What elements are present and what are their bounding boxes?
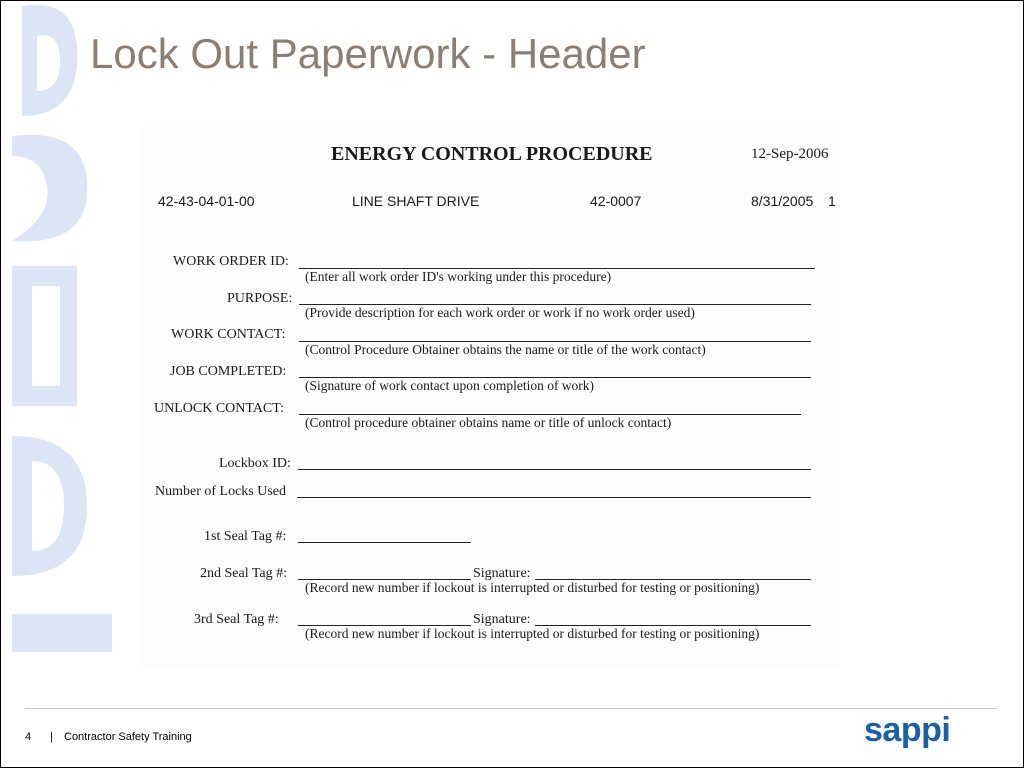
page-number: 4	[25, 731, 32, 743]
seal-tag-2-label: 2nd Seal Tag #:	[200, 566, 288, 581]
revision-date: 8/31/2005	[751, 193, 814, 209]
work-contact-hint: (Control Procedure Obtainer obtains the name or title of the work contact)	[305, 342, 706, 357]
page-title: Lock Out Paperwork - Header	[90, 30, 646, 77]
revision-number: 1	[828, 193, 836, 209]
unlock-contact-label: UNLOCK CONTACT:	[154, 401, 285, 416]
footer-separator: |	[50, 731, 53, 743]
locks-used-label: Number of Locks Used	[155, 484, 287, 499]
lockbox-id-line	[298, 469, 811, 470]
seal-tag-1-line	[298, 542, 471, 543]
work-order-id-label: WORK ORDER ID:	[173, 254, 289, 269]
work-order-id-hint: (Enter all work order ID's working under this procedure)	[305, 269, 612, 284]
sappi-watermark-logo	[0, 0, 142, 686]
energy-control-form	[140, 127, 840, 667]
form-heading: ENERGY CONTROL PROCEDURE	[331, 143, 653, 165]
purpose-label: PURPOSE:	[227, 291, 293, 306]
equipment-name: LINE SHAFT DRIVE	[352, 193, 480, 209]
seal-tag-3-hint: (Record new number if lockout is interrupted or disturbed for testing or positioning)	[305, 626, 760, 641]
seal-tag-2-signature-label: Signature:	[473, 566, 531, 581]
form-date: 12-Sep-2006	[751, 146, 829, 162]
seal-tag-3-label: 3rd Seal Tag #:	[194, 612, 279, 627]
purpose-hint: (Provide description for each work order or work if no work order used)	[305, 305, 695, 320]
seal-tag-2-hint: (Record new number if lockout is interrupted or disturbed for testing or positioning)	[305, 580, 760, 595]
footer-title: Contractor Safety Training	[64, 731, 192, 743]
equipment-number: 42-43-04-01-00	[158, 193, 255, 209]
sappi-logo: sappi	[864, 711, 951, 749]
job-completed-label: JOB COMPLETED:	[170, 364, 287, 379]
unlock-contact-hint: (Control procedure obtainer obtains name or title of unlock contact)	[305, 415, 672, 430]
locks-used-line	[297, 497, 811, 498]
lockbox-id-label: Lockbox ID:	[219, 456, 291, 471]
seal-tag-3-signature-label: Signature:	[473, 612, 531, 627]
work-contact-label: WORK CONTACT:	[171, 327, 286, 342]
procedure-number: 42-0007	[590, 193, 642, 209]
job-completed-hint: (Signature of work contact upon completion of work)	[305, 378, 595, 393]
footer-divider	[25, 708, 997, 709]
seal-tag-1-label: 1st Seal Tag #:	[204, 529, 287, 544]
